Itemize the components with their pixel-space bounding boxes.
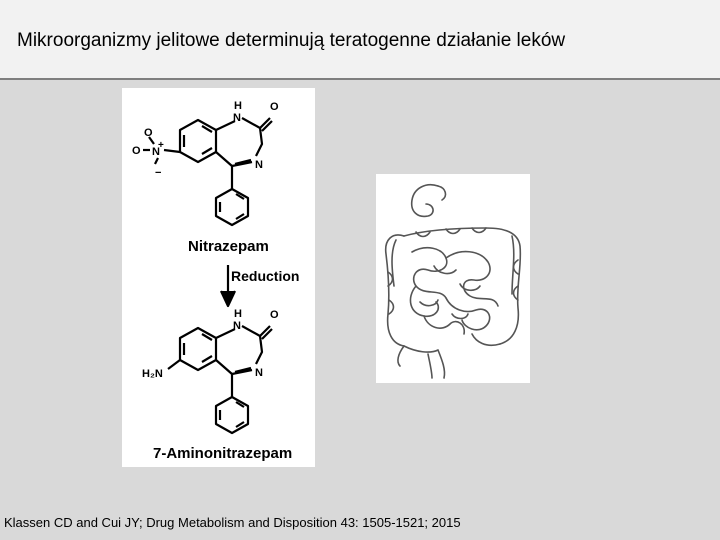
nitrazepam-imine-n-label: N xyxy=(255,159,263,171)
nitro-o-left-label: O xyxy=(132,145,141,157)
citation-text: Klassen CD and Cui JY; Drug Metabolism and Disposition 43: 1505-1521; 2015 xyxy=(4,515,461,530)
reaction-scheme xyxy=(122,88,315,467)
aminonitrazepam-benzene-ring xyxy=(180,328,216,370)
intestine-illustration xyxy=(376,174,530,383)
reduction-arrow-head xyxy=(221,291,235,306)
nitrazepam-carbonyl-o-label: O xyxy=(270,101,279,113)
nitro-plus-label: + xyxy=(158,140,164,151)
nitro-minus-label: − xyxy=(155,167,162,179)
aminonitrazepam-name: 7-Aminonitrazepam xyxy=(153,445,293,462)
nitro-n-label: N xyxy=(152,146,160,158)
nitrazepam-nh-label: N xyxy=(233,112,241,124)
amino-group-label: H₂N xyxy=(142,368,163,380)
nitrazepam-name: Nitrazepam xyxy=(188,238,269,255)
slide-title: Mikroorganizmy jelitowe determinują teratogenne działanie leków xyxy=(17,30,566,51)
intestine-icon xyxy=(376,174,530,383)
nitro-o-top-label: O xyxy=(144,127,153,139)
title-bar xyxy=(0,0,720,80)
nitrazepam-benzene-ring xyxy=(180,120,216,162)
aminonitrazepam-imine-n-label: N xyxy=(255,367,263,379)
reduction-label: Reduction xyxy=(231,268,300,284)
nitrazepam-h-label: H xyxy=(234,100,242,112)
aminonitrazepam-carbonyl-o-label: O xyxy=(270,309,279,321)
reaction-scheme-svg xyxy=(122,88,315,467)
aminonitrazepam-nh-label: N xyxy=(233,320,241,332)
aminonitrazepam-h-label: H xyxy=(234,308,242,320)
